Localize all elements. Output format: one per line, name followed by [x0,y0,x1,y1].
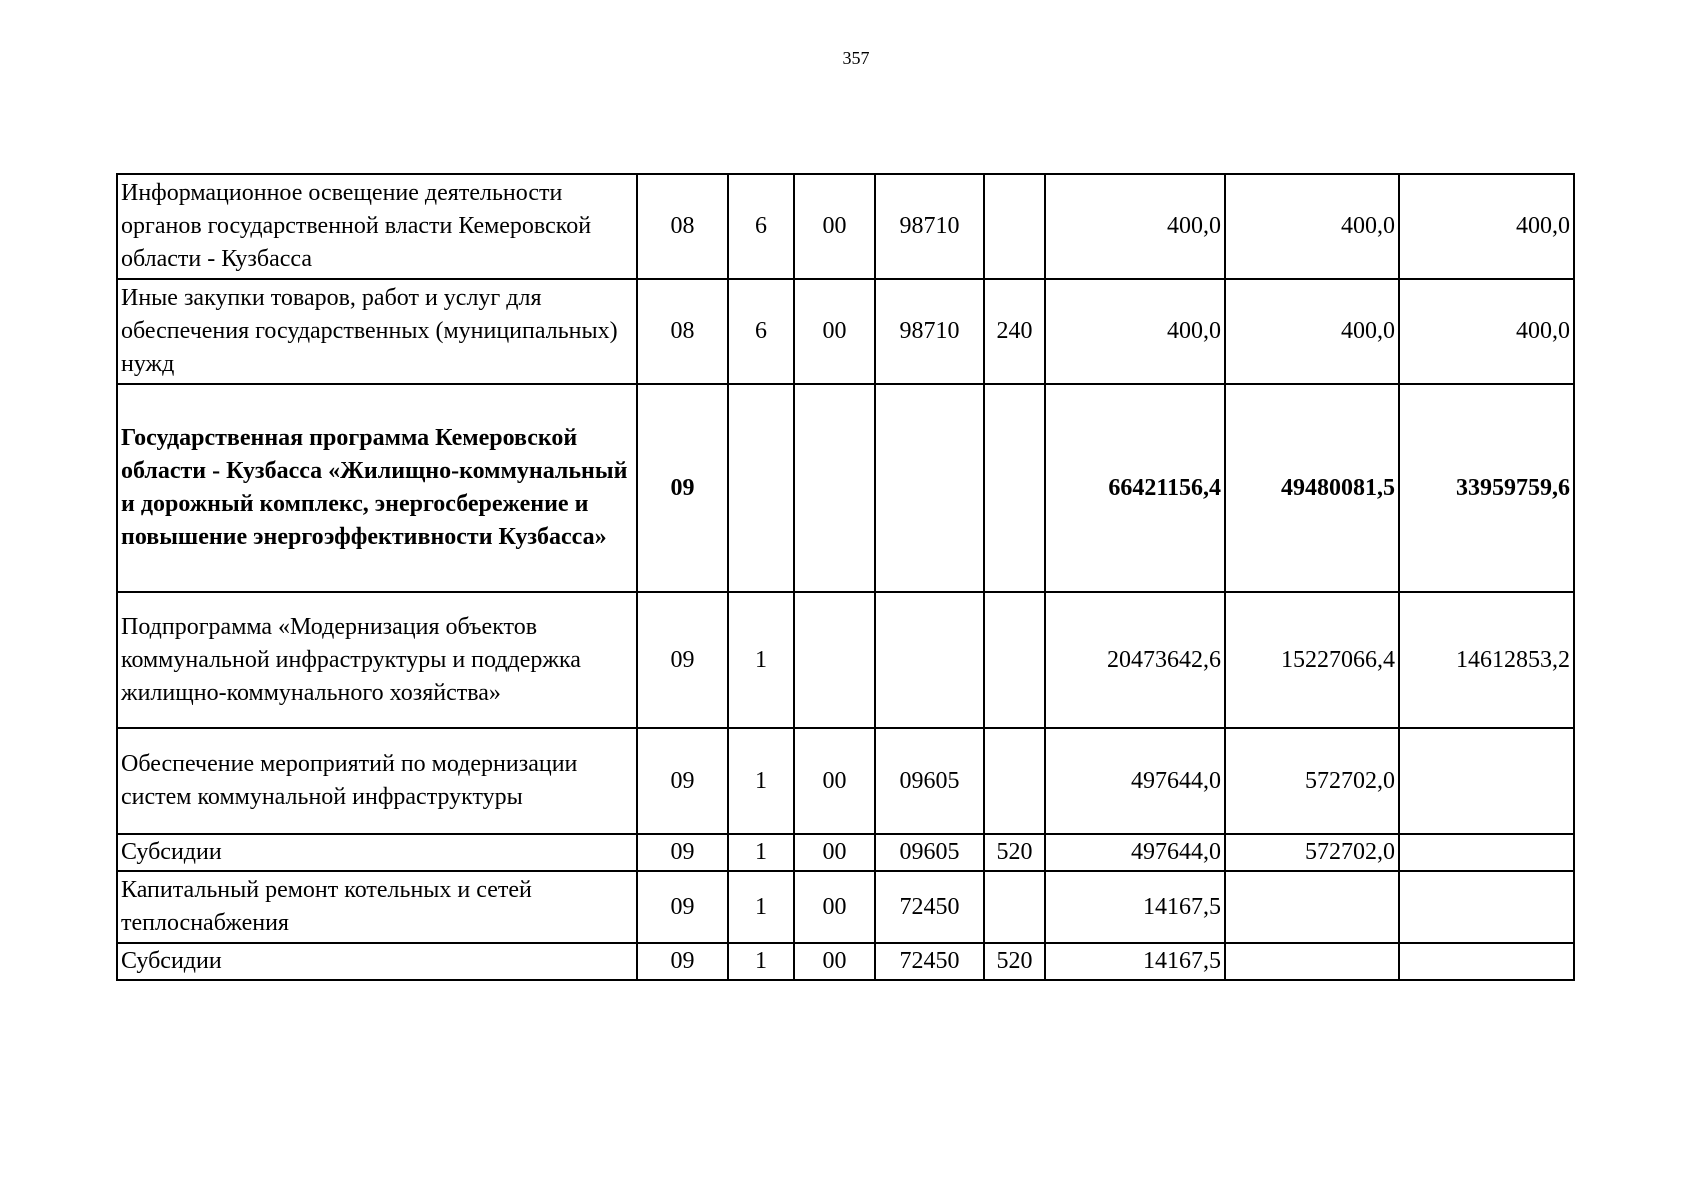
amount-year-3 [1399,834,1574,871]
section-code: 09 [637,384,728,592]
target-article-code [875,384,984,592]
subprogram-code: 00 [794,943,875,980]
amount-year-1: 497644,0 [1045,728,1225,834]
row-name: Государственная программа Кемеровской области - Кузбасса «Жилищно-коммунальный и дорожный комплекс, энергосбережение и повышение энергоэффективности Кузбасса» [117,384,637,592]
row-name: Подпрограмма «Модернизация объектов коммунальной инфраструктуры и поддержка жилищно-коммунального хозяйства» [117,592,637,728]
table-row [117,871,1574,943]
subprogram-code: 00 [794,834,875,871]
expense-type-code: 240 [984,279,1045,384]
amount-year-1: 66421156,4 [1045,384,1225,592]
target-article-code: 09605 [875,728,984,834]
table-row [117,384,1574,592]
subsection-code: 6 [728,279,794,384]
table-row [117,943,1574,980]
amount-year-3: 400,0 [1399,279,1574,384]
row-name: Обеспечение мероприятий по модернизации систем коммунальной инфраструктуры [117,728,637,834]
row-name: Информационное освещение деятельности органов государственной власти Кемеровской области - Кузбасса [117,174,637,279]
expense-type-code: 520 [984,943,1045,980]
subsection-code: 1 [728,943,794,980]
amount-year-2: 15227066,4 [1225,592,1399,728]
subsection-code [728,384,794,592]
amount-year-2: 572702,0 [1225,728,1399,834]
section-code: 09 [637,834,728,871]
section-code: 09 [637,592,728,728]
subprogram-code [794,592,875,728]
subprogram-code: 00 [794,728,875,834]
row-name: Иные закупки товаров, работ и услуг для обеспечения государственных (муниципальных) нужд [117,279,637,384]
expense-type-code [984,174,1045,279]
table-row [117,728,1574,834]
subsection-code: 1 [728,834,794,871]
row-name: Субсидии [117,943,637,980]
amount-year-2: 400,0 [1225,279,1399,384]
table-row [117,834,1574,871]
table-row [117,174,1574,279]
subsection-code: 1 [728,728,794,834]
subprogram-code: 00 [794,871,875,943]
section-code: 09 [637,871,728,943]
expense-type-code: 520 [984,834,1045,871]
table-row [117,279,1574,384]
amount-year-3: 33959759,6 [1399,384,1574,592]
target-article-code: 98710 [875,174,984,279]
expense-type-code [984,592,1045,728]
target-article-code: 72450 [875,943,984,980]
table-row [117,592,1574,728]
target-article-code: 72450 [875,871,984,943]
amount-year-3 [1399,728,1574,834]
subsection-code: 6 [728,174,794,279]
page-number: 357 [842,48,870,68]
target-article-code [875,592,984,728]
amount-year-2 [1225,943,1399,980]
expense-type-code [984,384,1045,592]
amount-year-1: 400,0 [1045,279,1225,384]
amount-year-2: 49480081,5 [1225,384,1399,592]
expense-type-code [984,728,1045,834]
amount-year-1: 20473642,6 [1045,592,1225,728]
section-code: 08 [637,279,728,384]
amount-year-3 [1399,871,1574,943]
target-article-code: 98710 [875,279,984,384]
subsection-code: 1 [728,871,794,943]
section-code: 09 [637,943,728,980]
amount-year-2: 400,0 [1225,174,1399,279]
amount-year-1: 14167,5 [1045,871,1225,943]
expense-type-code [984,871,1045,943]
section-code: 09 [637,728,728,834]
subprogram-code [794,384,875,592]
row-name: Капитальный ремонт котельных и сетей теплоснабжения [117,871,637,943]
amount-year-3: 14612853,2 [1399,592,1574,728]
amount-year-3 [1399,943,1574,980]
amount-year-1: 14167,5 [1045,943,1225,980]
amount-year-1: 497644,0 [1045,834,1225,871]
amount-year-1: 400,0 [1045,174,1225,279]
budget-table [116,173,1575,981]
subprogram-code: 00 [794,174,875,279]
row-name: Субсидии [117,834,637,871]
section-code: 08 [637,174,728,279]
subsection-code: 1 [728,592,794,728]
amount-year-2: 572702,0 [1225,834,1399,871]
amount-year-3: 400,0 [1399,174,1574,279]
amount-year-2 [1225,871,1399,943]
target-article-code: 09605 [875,834,984,871]
subprogram-code: 00 [794,279,875,384]
